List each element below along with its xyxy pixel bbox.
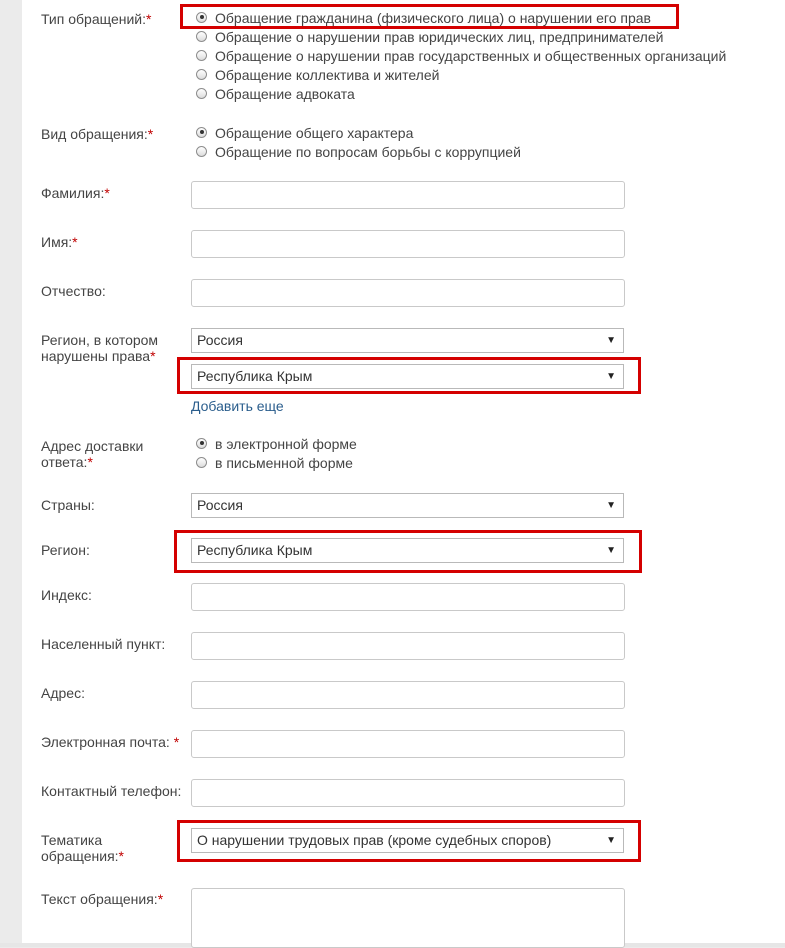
appeal-type-option-collective[interactable]: Обращение коллектива и жителей (196, 66, 439, 84)
violation-region-select[interactable]: Республика Крым ▼ (191, 364, 624, 389)
phone-label: Контактный телефон: (41, 783, 182, 799)
delivery-option-electronic[interactable]: в электронной форме (196, 435, 357, 453)
appeal-type-option-state-orgs[interactable]: Обращение о нарушении прав государственных и общественных организаций (196, 47, 726, 65)
delivery-label: Адрес доставки ответа:* (41, 438, 144, 470)
violation-country-select[interactable]: Россия ▼ (191, 328, 624, 353)
dropdown-arrow-icon[interactable]: ▼ (606, 500, 616, 511)
add-more-link[interactable]: Добавить еще (191, 398, 284, 414)
phone-input[interactable] (191, 779, 625, 807)
violation-region-label: Регион, в котором нарушены права* (41, 332, 159, 364)
radio-icon[interactable] (196, 31, 207, 42)
required-mark: * (87, 454, 93, 470)
required-mark: * (146, 11, 152, 27)
dropdown-arrow-icon[interactable]: ▼ (606, 545, 616, 556)
required-mark: * (147, 126, 154, 142)
country-label: Страны: (41, 497, 95, 513)
appeal-type-option-legal-entities[interactable]: Обращение о нарушении прав юридических лиц, предпринимателей (196, 28, 663, 46)
appeal-kind-option-corruption[interactable]: Обращение по вопросам борьбы с коррупцией (196, 143, 521, 161)
required-mark: * (150, 348, 156, 364)
region-label: Регион: (41, 542, 90, 558)
text-label: Текст обращения:* (41, 891, 164, 907)
email-label: Электронная почта: * (41, 734, 180, 750)
appeal-kind-label: Вид обращения:* (41, 126, 154, 142)
radio-icon[interactable] (196, 457, 207, 468)
required-mark: * (157, 891, 164, 907)
address-label: Адрес: (41, 685, 85, 701)
dropdown-arrow-icon[interactable]: ▼ (606, 835, 616, 846)
dropdown-arrow-icon[interactable]: ▼ (606, 371, 616, 382)
appeal-type-option-citizen[interactable]: Обращение гражданина (физического лица) о нарушении его прав (196, 9, 651, 27)
radio-icon[interactable] (196, 50, 207, 61)
required-mark: * (104, 185, 110, 201)
patronymic-label: Отчество: (41, 283, 106, 299)
topic-select[interactable]: О нарушении трудовых прав (кроме судебных споров) ▼ (191, 828, 624, 853)
surname-label: Фамилия:* (41, 185, 110, 201)
index-label: Индекс: (41, 587, 92, 603)
patronymic-input[interactable] (191, 279, 625, 307)
required-mark: * (72, 234, 78, 250)
index-input[interactable] (191, 583, 625, 611)
country-select[interactable]: Россия ▼ (191, 493, 624, 518)
name-input[interactable] (191, 230, 625, 258)
locality-input[interactable] (191, 632, 625, 660)
radio-checked-icon[interactable] (196, 127, 207, 138)
surname-input[interactable] (191, 181, 625, 209)
radio-checked-icon[interactable] (196, 12, 207, 23)
radio-icon[interactable] (196, 69, 207, 80)
radio-icon[interactable] (196, 88, 207, 99)
appeal-type-label: Тип обращений:* (41, 11, 152, 27)
radio-icon[interactable] (196, 146, 207, 157)
required-mark: * (118, 848, 124, 864)
required-mark: * (173, 734, 180, 750)
name-label: Имя:* (41, 234, 78, 250)
region-select[interactable]: Республика Крым ▼ (191, 538, 624, 563)
delivery-option-paper[interactable]: в письменной форме (196, 454, 353, 472)
appeal-text-area[interactable] (191, 888, 625, 948)
appeal-type-option-lawyer[interactable]: Обращение адвоката (196, 85, 355, 103)
address-input[interactable] (191, 681, 625, 709)
appeal-kind-option-general[interactable]: Обращение общего характера (196, 124, 413, 142)
email-input[interactable] (191, 730, 625, 758)
dropdown-arrow-icon[interactable]: ▼ (606, 335, 616, 346)
topic-label: Тематика обращения:* (41, 832, 124, 864)
radio-checked-icon[interactable] (196, 438, 207, 449)
locality-label: Населенный пункт: (41, 636, 166, 652)
